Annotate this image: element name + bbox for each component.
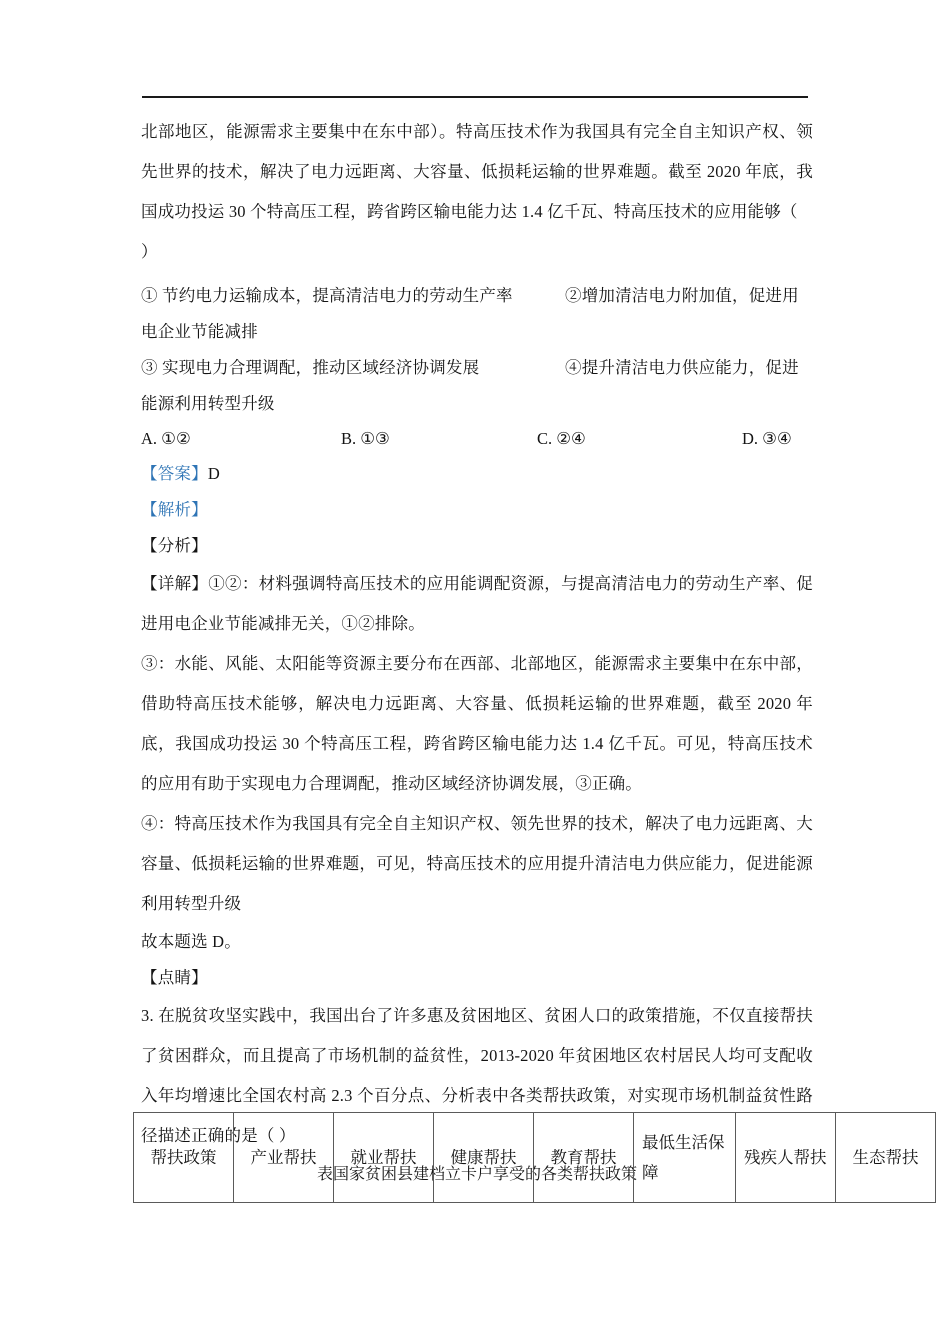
choice-d-value: ③④ — [762, 429, 792, 448]
choice-d[interactable] — [742, 422, 792, 456]
detail-paragraph — [141, 564, 813, 644]
choice-a-key: A. — [141, 429, 158, 448]
statement-1-left: ① 节约电力运输成本，提高清洁电力的劳动生产率 — [141, 286, 513, 305]
explanation-label: 【解析】 — [141, 500, 208, 519]
highlight-label: 【点睛】 — [141, 968, 208, 987]
answer-label: 【答案】 — [141, 464, 208, 483]
choice-a[interactable] — [141, 422, 191, 456]
page-content — [141, 112, 813, 1188]
analysis-line — [141, 528, 813, 564]
explanation-line — [141, 492, 813, 528]
choice-c-key: C. — [537, 429, 553, 448]
choice-d-key: D. — [742, 429, 759, 448]
point-3-paragraph: ③：水能、风能、太阳能等资源主要分布在西部、北部地区，能源需求主要集中在东中部，借助特高压技术能够，解决电力远距离、大容量、低损耗运输的世界难题，截至 2020 年底，我国成功投运 30 个特高压工程，跨省跨区输电能力达 1.4 亿千瓦。可见，特高压技术的应用有助于实现电力合理调配，推动区域经济协调发展，③正确。 — [141, 654, 813, 793]
choice-c-value: ②④ — [556, 429, 586, 448]
question3-text: 3. 在脱贫攻坚实践中，我国出台了许多惠及贫困地区、贫困人口的政策措施，不仅直接帮扶了贫困群众，而且提高了市场机制的益贫性，2013-2020 年贫困地区农村居民人均可支配收入年均增速比全国农村高 2.3 个百分点、分析表中各类帮扶政策，对实现市场机制益贫性路径描述正确的是（ ） — [141, 1006, 813, 1145]
table-caption: 表国家贫困县建档立卡户享受的各类帮扶政策 — [316, 1166, 637, 1183]
table-cell-ecological: 生态帮扶 — [836, 1113, 936, 1203]
question2-statement-list — [141, 278, 813, 422]
point-4-paragraph: ④：特高压技术作为我国具有完全自主知识产权、领先世界的技术，解决了电力远距离、大容量、低损耗运输的世界难题，可见，特高压技术的应用提升清洁电力供应能力，促进能源利用转型升级 — [141, 814, 813, 913]
table-cell-industry: 产业帮扶 — [234, 1113, 334, 1203]
answer-line — [141, 456, 813, 492]
question2-stem-continuation: 北部地区，能源需求主要集中在东中部）。特高压技术作为我国具有完全自主知识产权、领先世界的技术，解决了电力远距离、大容量、低损耗运输的世界难题。截至 2020 年底，我国成功投运 30 个特高压工程，跨省跨区输电能力达 1.4 亿千瓦、特高压技术的应用能够（ — [141, 122, 813, 221]
statement-3-right: ④提升清洁电力供应能力，促进 — [565, 358, 799, 377]
page-header-rule — [142, 96, 808, 98]
statement-row-1 — [141, 278, 813, 314]
statement-2-left: 电企业节能减排 — [141, 322, 258, 341]
conclusion-line: 故本题选 D。 — [141, 932, 241, 951]
statement-1-right: ②增加清洁电力附加值，促进用 — [565, 286, 799, 305]
statement-3-left: ③ 实现电力合理调配，推动区域经济协调发展 — [141, 358, 480, 377]
choice-a-value: ①② — [161, 429, 191, 448]
table-cell-education: 教育帮扶 — [534, 1113, 634, 1203]
detail-text: ①②：材料强调特高压技术的应用能调配资源，与提高清洁电力的劳动生产率、促进用电企业节能减排无关，①②排除。 — [141, 574, 813, 633]
statement-4-left: 能源利用转型升级 — [141, 394, 275, 413]
choice-b[interactable] — [341, 422, 390, 456]
analysis-label: 【分析】 — [141, 536, 208, 555]
question2-stem-close: ） — [141, 242, 158, 261]
statement-row-3 — [141, 350, 813, 386]
policy-table — [133, 1112, 936, 1203]
question2-choice-row — [141, 422, 813, 456]
answer-value: D — [207, 464, 220, 483]
table-cell-employment: 就业帮扶 — [334, 1113, 434, 1203]
table-cell-disabled: 残疾人帮扶 — [736, 1113, 836, 1203]
detail-label: 【详解】 — [141, 574, 209, 593]
choice-b-value: ①③ — [360, 429, 390, 448]
table-row — [134, 1113, 936, 1203]
table-cell-minimum-living: 最低生活保障 — [634, 1113, 736, 1203]
choice-c[interactable] — [537, 422, 586, 456]
policy-table-container — [133, 1112, 935, 1203]
statement-row-4 — [141, 386, 813, 422]
table-cell-health: 健康帮扶 — [434, 1113, 534, 1203]
statement-row-2 — [141, 314, 813, 350]
table-cell-policy: 帮扶政策 — [134, 1113, 234, 1203]
choice-b-key: B. — [341, 429, 357, 448]
